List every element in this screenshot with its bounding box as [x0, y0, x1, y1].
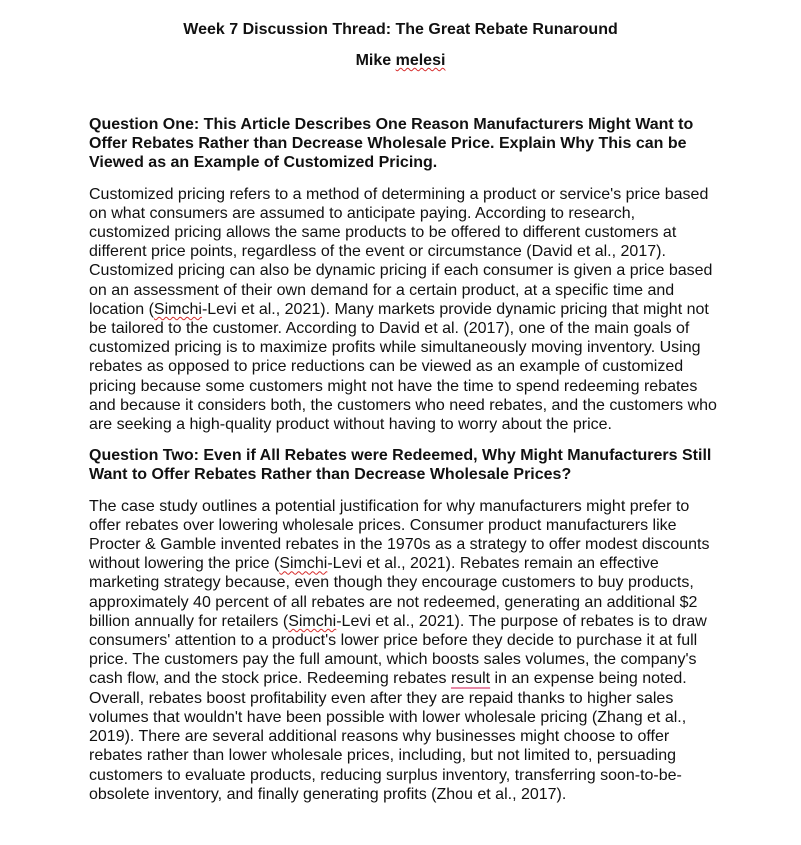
answer-two-simchi-1: Simchi: [279, 555, 328, 573]
answer-two-result: result: [450, 670, 491, 688]
document-body: [89, 115, 717, 816]
question-one-heading: Question One: This Article Describes One Reason Manufacturers Might Want to Offer Rebates Rather than Decrease Wholesale Price. Explain Why This can be Viewed as an Example of Customized Pricing.: [89, 116, 694, 172]
question-two-heading: Question Two: Even if All Rebates were Redeemed, Why Might Manufacturers Still Want to Offer Rebates Rather than Decrease Wholesale Prices?: [89, 447, 712, 484]
author-first-name: Mike: [355, 52, 392, 69]
answer-one-paragraph: [89, 185, 717, 435]
author-last-name: melesi: [395, 52, 446, 69]
answer-two-text-4: in an expense being noted. Overall, rebates boost profitability even after they are repaid thanks to higher sales volumes that wouldn't have been possible with lower wholesale pricing (Zhang et al., 2019). There are several additional reasons why businesses might choose to offer rebates rather than lower wholesale prices, including, but not limited to, persuading customers to evaluate products, reducing surplus inventory, transferring soon-to-be-obsolete inventory, and finally generating profits (Zhou et al., 2017).: [89, 670, 687, 803]
answer-two-simchi-2: Simchi: [288, 612, 337, 630]
answer-two-text-2: -Levi et al., 2021). Rebates remain an effective marketing strategy because, even though they encourage customers to buy products, approximately 40 percent of all rebates are not redeemed, generating an additional $2 billion annually for retailers (: [89, 555, 698, 630]
answer-two-paragraph: [89, 497, 717, 804]
document-title: Week 7 Discussion Thread: The Great Rebate Runaround: [183, 21, 618, 38]
answer-two-text-3: -Levi et al., 2021). The purpose of rebates is to draw consumers' attention to a product's lower price before they decide to purchase it at full price. The customers pay the full amount, which boosts sales volumes, the company's cash flow, and the stock price. Redeeming rebates: [89, 612, 707, 688]
answer-one-text-1: Customized pricing refers to a method of determining a product or service's price based on what consumers are assumed to anticipate paying. According to research, customized pricing allows the same products to be offered to different customers at different price points, regardless of the event or circumstance (David et al., 2017). Customized pricing can also be dynamic pricing if each consumer is given a price based on an assessment of their own demand for a certain product, at a specific time and location (: [89, 185, 713, 318]
answer-one-simchi: Simchi: [153, 300, 202, 318]
author-name: [0, 51, 801, 71]
answer-one-text-2: -Levi et al., 2021). Many markets provide dynamic pricing that might not be tailored to the customer. According to David et al. (2017), one of the main goals of customized pricing is to maximize profits while simultaneously moving inventory. Using rebates as opposed to price reductions can be viewed as an example of customized pricing because some customers might not have the time to spend redeeming rebates and because it considers both, the customers who need rebates, and the customers who are seeking a high-quality product without having to worry about the price.: [89, 300, 717, 434]
answer-two-text-1: The case study outlines a potential justification for why manufacturers might prefer to offer rebates over lowering wholesale prices. Consumer product manufacturers like Procter & Gamble invented rebates in the 1970s as a strategy to offer modest discounts without lowering the price (: [89, 497, 710, 573]
